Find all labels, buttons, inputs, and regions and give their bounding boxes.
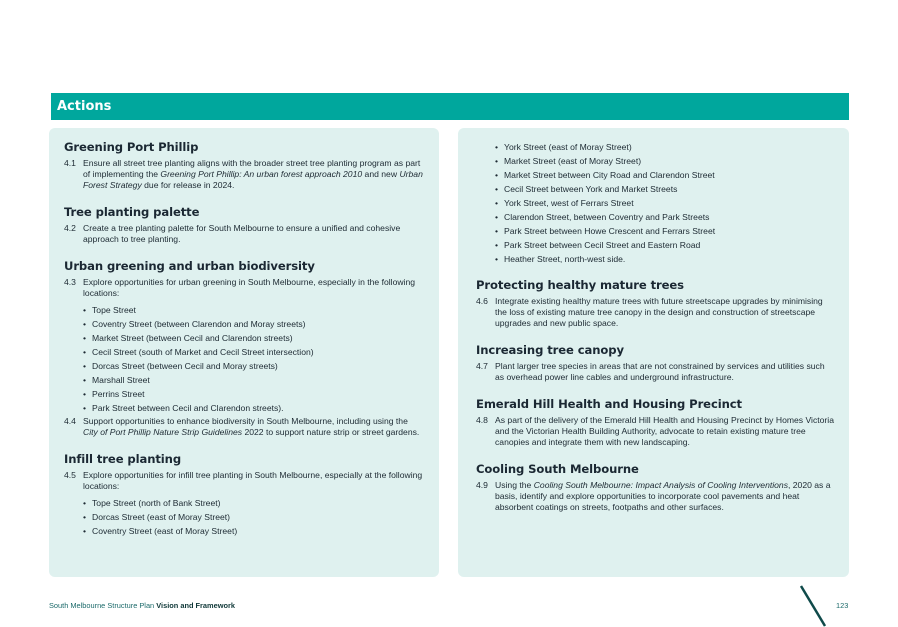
- action-text: [495, 480, 835, 513]
- action-item: [64, 158, 423, 191]
- list-item: • Coventry Street (east of Moray Street): [64, 524, 423, 538]
- decorative-slash-icon: [799, 585, 829, 627]
- list-item: • Cecil Street between York and Market Streets: [476, 182, 835, 196]
- action-number: 4.4: [64, 416, 76, 426]
- section-heading: Emerald Hill Health and Housing Precinct: [476, 397, 742, 411]
- section-cooling-south-melbourne: [476, 462, 835, 513]
- action-text: [83, 158, 423, 191]
- footer-doc-name: South Melbourne Structure Plan: [49, 601, 155, 610]
- section-infill-tree-planting: [64, 452, 423, 538]
- text-run-italic: City of Port Phillip Nature Strip Guidelines: [83, 427, 243, 437]
- list-item: • Tope Street (north of Bank Street): [64, 496, 423, 510]
- action-item: [64, 470, 423, 492]
- list-item: • Park Street between Cecil and Clarendon streets).: [64, 401, 423, 415]
- list-item: • Park Street between Howe Crescent and Ferrars Street: [476, 224, 835, 238]
- action-text: Integrate existing healthy mature trees with future streetscape upgrades by minimising the loss of existing mature tree canopy in the design and construction of streetscape upgrades and new public space.: [495, 296, 823, 328]
- list-item: • Coventry Street (between Clarendon and Moray streets): [64, 317, 423, 331]
- section-emerald-hill: [476, 397, 835, 448]
- list-item: • York Street (east of Moray Street): [476, 140, 835, 154]
- section-heading: Tree planting palette: [64, 205, 200, 219]
- actions-banner: Actions: [51, 93, 849, 120]
- action-item: [476, 480, 835, 513]
- text-run: , 2020 as a basis, identify and explore opportunities to incorporate cool pavements and heat absorbent coatings on streets, footpaths and other surfaces.: [495, 480, 831, 512]
- list-item: • Dorcas Street (between Cecil and Moray streets): [64, 359, 423, 373]
- action-item: [476, 415, 835, 448]
- action-number: 4.1: [64, 158, 76, 168]
- section-tree-planting-palette: [64, 205, 423, 245]
- action-number: 4.3: [64, 277, 76, 287]
- list-item: • Heather Street, north-west side.: [476, 252, 835, 266]
- action-item: [476, 361, 835, 383]
- action-number: 4.6: [476, 296, 488, 306]
- list-item: • Dorcas Street (east of Moray Street): [64, 510, 423, 524]
- list-item: • Market Street (between Cecil and Clarendon streets): [64, 331, 423, 345]
- text-run: Ensure all street tree planting aligns with the broader street tree planting program as part of implementing the: [83, 158, 421, 179]
- section-heading: Urban greening and urban biodiversity: [64, 259, 315, 273]
- action-item: [64, 223, 423, 245]
- action-item: [64, 416, 423, 438]
- footer-section-name: Vision and Framework: [156, 601, 235, 610]
- page-number: 123: [836, 601, 849, 610]
- text-run: 2022 to support nature strip or street gardens.: [242, 427, 420, 437]
- action-text: Explore opportunities for urban greening in South Melbourne, especially in the following locations:: [83, 277, 416, 298]
- action-item: [64, 277, 423, 299]
- list-item: • Clarendon Street, between Coventry and Park Streets: [476, 210, 835, 224]
- section-heading: Protecting healthy mature trees: [476, 278, 684, 292]
- text-run-italic: Urban Forest Strategy: [83, 169, 423, 190]
- right-panel: [458, 128, 849, 577]
- action-text: Explore opportunities for infill tree planting in South Melbourne, especially at the following locations:: [83, 470, 423, 491]
- action-text: Plant larger tree species in areas that are not constrained by services and utilities such as overhead power line cables and underground infrastructure.: [495, 361, 825, 382]
- action-text: As part of the delivery of the Emerald Hill Health and Housing Precinct by Homes Victoria and the Victorian Health Building Authority, advocate to retain existing mature tree canopies and integrate them with new landscaping.: [495, 415, 834, 447]
- action-number: 4.9: [476, 480, 488, 490]
- text-run-italic: Greening Port Phillip: An urban forest approach 2010: [160, 169, 363, 179]
- list-item: • Perrins Street: [64, 387, 423, 401]
- left-panel: [49, 128, 439, 577]
- text-run: Using the: [495, 480, 534, 490]
- section-greening-port-phillip: [64, 140, 423, 191]
- list-item: • Market Street between City Road and Clarendon Street: [476, 168, 835, 182]
- action-number: 4.7: [476, 361, 488, 371]
- list-item: • Marshall Street: [64, 373, 423, 387]
- location-list-continued: [476, 140, 835, 266]
- action-text: [83, 416, 423, 438]
- location-list: [64, 496, 423, 538]
- section-protecting-mature-trees: [476, 278, 835, 329]
- text-run-italic: Cooling South Melbourne: Impact Analysis of Cooling Interventions: [533, 480, 788, 490]
- list-item: • Tope Street: [64, 303, 423, 317]
- section-urban-greening: [64, 259, 423, 438]
- section-heading: Infill tree planting: [64, 452, 182, 466]
- list-item: • York Street, west of Ferrars Street: [476, 196, 835, 210]
- action-number: 4.5: [64, 470, 76, 480]
- location-list: [64, 303, 423, 415]
- action-number: 4.8: [476, 415, 488, 425]
- text-run: and new: [362, 169, 400, 179]
- footer-document-title: [49, 601, 235, 610]
- list-item: • Cecil Street (south of Market and Cecil Street intersection): [64, 345, 423, 359]
- text-run: due for release in 2024.: [141, 180, 235, 190]
- section-heading: Greening Port Phillip: [64, 140, 199, 154]
- text-run: Support opportunities to enhance biodiversity in South Melbourne, including using the: [83, 416, 408, 426]
- action-number: 4.2: [64, 223, 76, 233]
- section-heading: Cooling South Melbourne: [476, 462, 639, 476]
- action-item: [476, 296, 835, 329]
- section-increasing-tree-canopy: [476, 343, 835, 383]
- action-text: Create a tree planting palette for South Melbourne to ensure a unified and cohesive approach to tree planting.: [83, 223, 401, 244]
- list-item: • Park Street between Cecil Street and Eastern Road: [476, 238, 835, 252]
- list-item: • Market Street (east of Moray Street): [476, 154, 835, 168]
- section-heading: Increasing tree canopy: [476, 343, 624, 357]
